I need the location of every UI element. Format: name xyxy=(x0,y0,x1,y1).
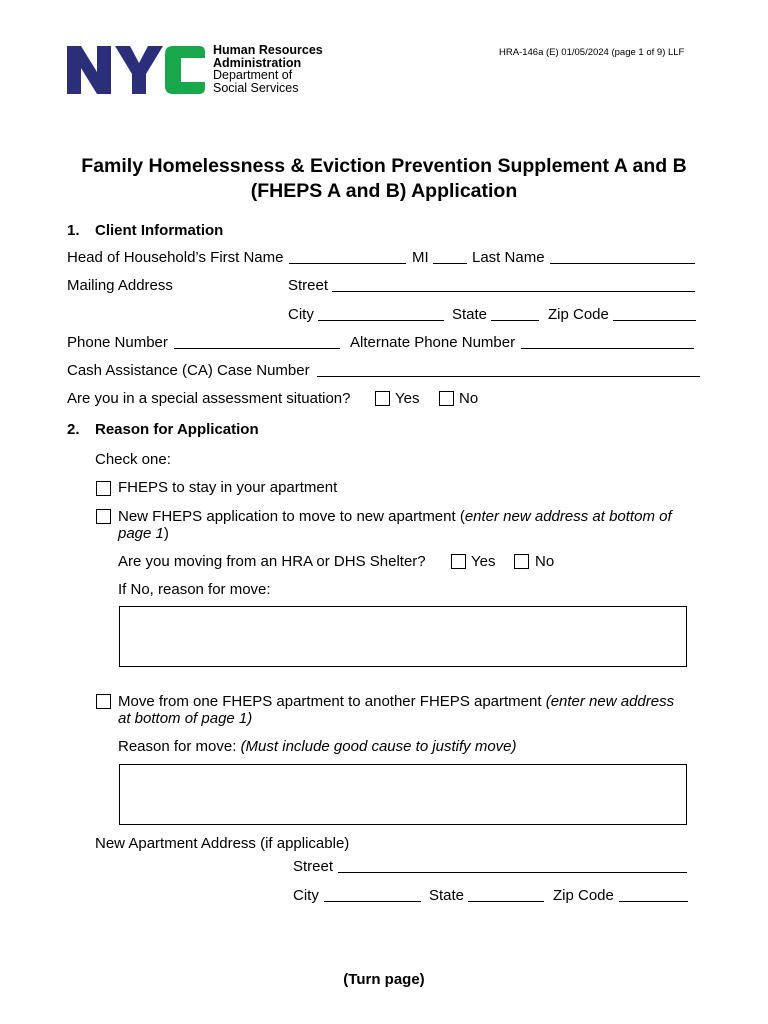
check-one-label: Check one: xyxy=(95,451,171,468)
agency-line3: Department of xyxy=(213,68,293,82)
state-label: State xyxy=(452,306,488,323)
special-no-label: No xyxy=(459,390,479,407)
agency-line2: Administration xyxy=(213,55,302,70)
shelter-no-checkbox[interactable] xyxy=(514,554,529,569)
street-label: Street xyxy=(288,277,329,294)
section1-number: 1. xyxy=(67,222,80,239)
new-zip-label: Zip Code xyxy=(553,887,614,904)
street-field[interactable] xyxy=(332,277,695,297)
opt-new-label-cont xyxy=(118,525,169,543)
last-name-field[interactable] xyxy=(550,249,695,269)
if-no-reason-textbox[interactable] xyxy=(119,606,687,667)
logo-letter-n xyxy=(67,46,111,94)
agency-line4: Social Services xyxy=(213,80,299,95)
opt-stay-label: FHEPS to stay in your apartment xyxy=(118,479,338,496)
shelter-question: Are you moving from an HRA or DHS Shelter? xyxy=(118,553,426,570)
zip-code-label: Zip Code xyxy=(548,306,609,323)
opt-transfer-label xyxy=(118,693,674,711)
opt-new-close: ) xyxy=(163,525,169,542)
zip-code-field[interactable] xyxy=(613,306,696,326)
new-state-field[interactable] xyxy=(468,887,544,907)
alt-phone-label: Alternate Phone Number xyxy=(350,334,516,351)
special-yes-checkbox[interactable] xyxy=(375,391,390,406)
form-number: HRA-146a (E) 01/05/2024 (page 1 of 9) LLF xyxy=(499,47,685,58)
mi-field[interactable] xyxy=(433,249,467,269)
nyc-logo xyxy=(67,44,207,101)
new-address-label: New Apartment Address (if applicable) xyxy=(95,835,350,852)
opt-new-italic: enter new address at bottom of xyxy=(464,508,672,525)
new-street-field[interactable] xyxy=(338,858,687,878)
reason-italic: (Must include good cause to justify move) xyxy=(240,738,517,755)
section2-heading: Reason for Application xyxy=(95,421,259,438)
new-street-label: Street xyxy=(293,858,334,875)
logo-letter-c xyxy=(165,46,205,94)
mi-label: MI xyxy=(412,249,429,266)
new-city-label: City xyxy=(293,887,319,904)
shelter-yes-checkbox[interactable] xyxy=(451,554,466,569)
alt-phone-field[interactable] xyxy=(521,334,694,354)
opt-stay-checkbox[interactable] xyxy=(96,481,111,496)
opt-new-text: New FHEPS application to move to new apartment ( xyxy=(118,508,465,525)
shelter-yes-label: Yes xyxy=(471,553,496,570)
section2-number: 2. xyxy=(67,421,80,438)
phone-label: Phone Number xyxy=(67,334,168,351)
case-number-label: Cash Assistance (CA) Case Number xyxy=(67,362,310,379)
form-title-line2: (FHEPS A and B) Application xyxy=(250,180,518,202)
special-no-checkbox[interactable] xyxy=(439,391,454,406)
new-zip-field[interactable] xyxy=(619,887,688,907)
section1-heading: Client Information xyxy=(95,222,224,239)
state-field[interactable] xyxy=(491,306,539,326)
reason-for-move-label xyxy=(118,738,517,756)
reason-text: Reason for move: xyxy=(118,738,241,755)
agency-line1: Human Resources xyxy=(213,43,323,57)
form-title-line1: Family Homelessness & Eviction Prevention Supplement A and B xyxy=(81,155,687,177)
special-assessment-question: Are you in a special assessment situation? xyxy=(67,390,351,407)
special-yes-label: Yes xyxy=(395,390,420,407)
if-no-reason-label: If No, reason for move: xyxy=(118,581,271,598)
opt-new-checkbox[interactable] xyxy=(96,509,111,524)
case-number-field[interactable] xyxy=(317,362,700,382)
reason-for-move-textbox[interactable] xyxy=(119,764,687,825)
opt-transfer-text: Move from one FHEPS apartment to another FHEPS apartment xyxy=(118,693,546,710)
logo-letter-y xyxy=(115,46,163,94)
new-city-field[interactable] xyxy=(324,887,421,907)
shelter-no-label: No xyxy=(535,553,555,570)
turn-page-note: (Turn page) xyxy=(343,971,425,988)
opt-transfer-italic: (enter new address xyxy=(545,693,675,710)
opt-new-italic2: page 1 xyxy=(118,525,164,542)
new-state-label: State xyxy=(429,887,465,904)
city-label: City xyxy=(288,306,314,323)
opt-transfer-italic2: at bottom of page 1) xyxy=(118,710,253,727)
mailing-address-label: Mailing Address xyxy=(67,277,173,294)
phone-field[interactable] xyxy=(174,334,340,354)
first-name-label: Head of Household’s First Name xyxy=(67,249,284,266)
opt-transfer-checkbox[interactable] xyxy=(96,694,111,709)
first-name-field[interactable] xyxy=(289,249,406,269)
last-name-label: Last Name xyxy=(472,249,545,266)
agency-name xyxy=(213,44,323,94)
opt-new-label xyxy=(118,508,672,526)
city-field[interactable] xyxy=(318,306,444,326)
